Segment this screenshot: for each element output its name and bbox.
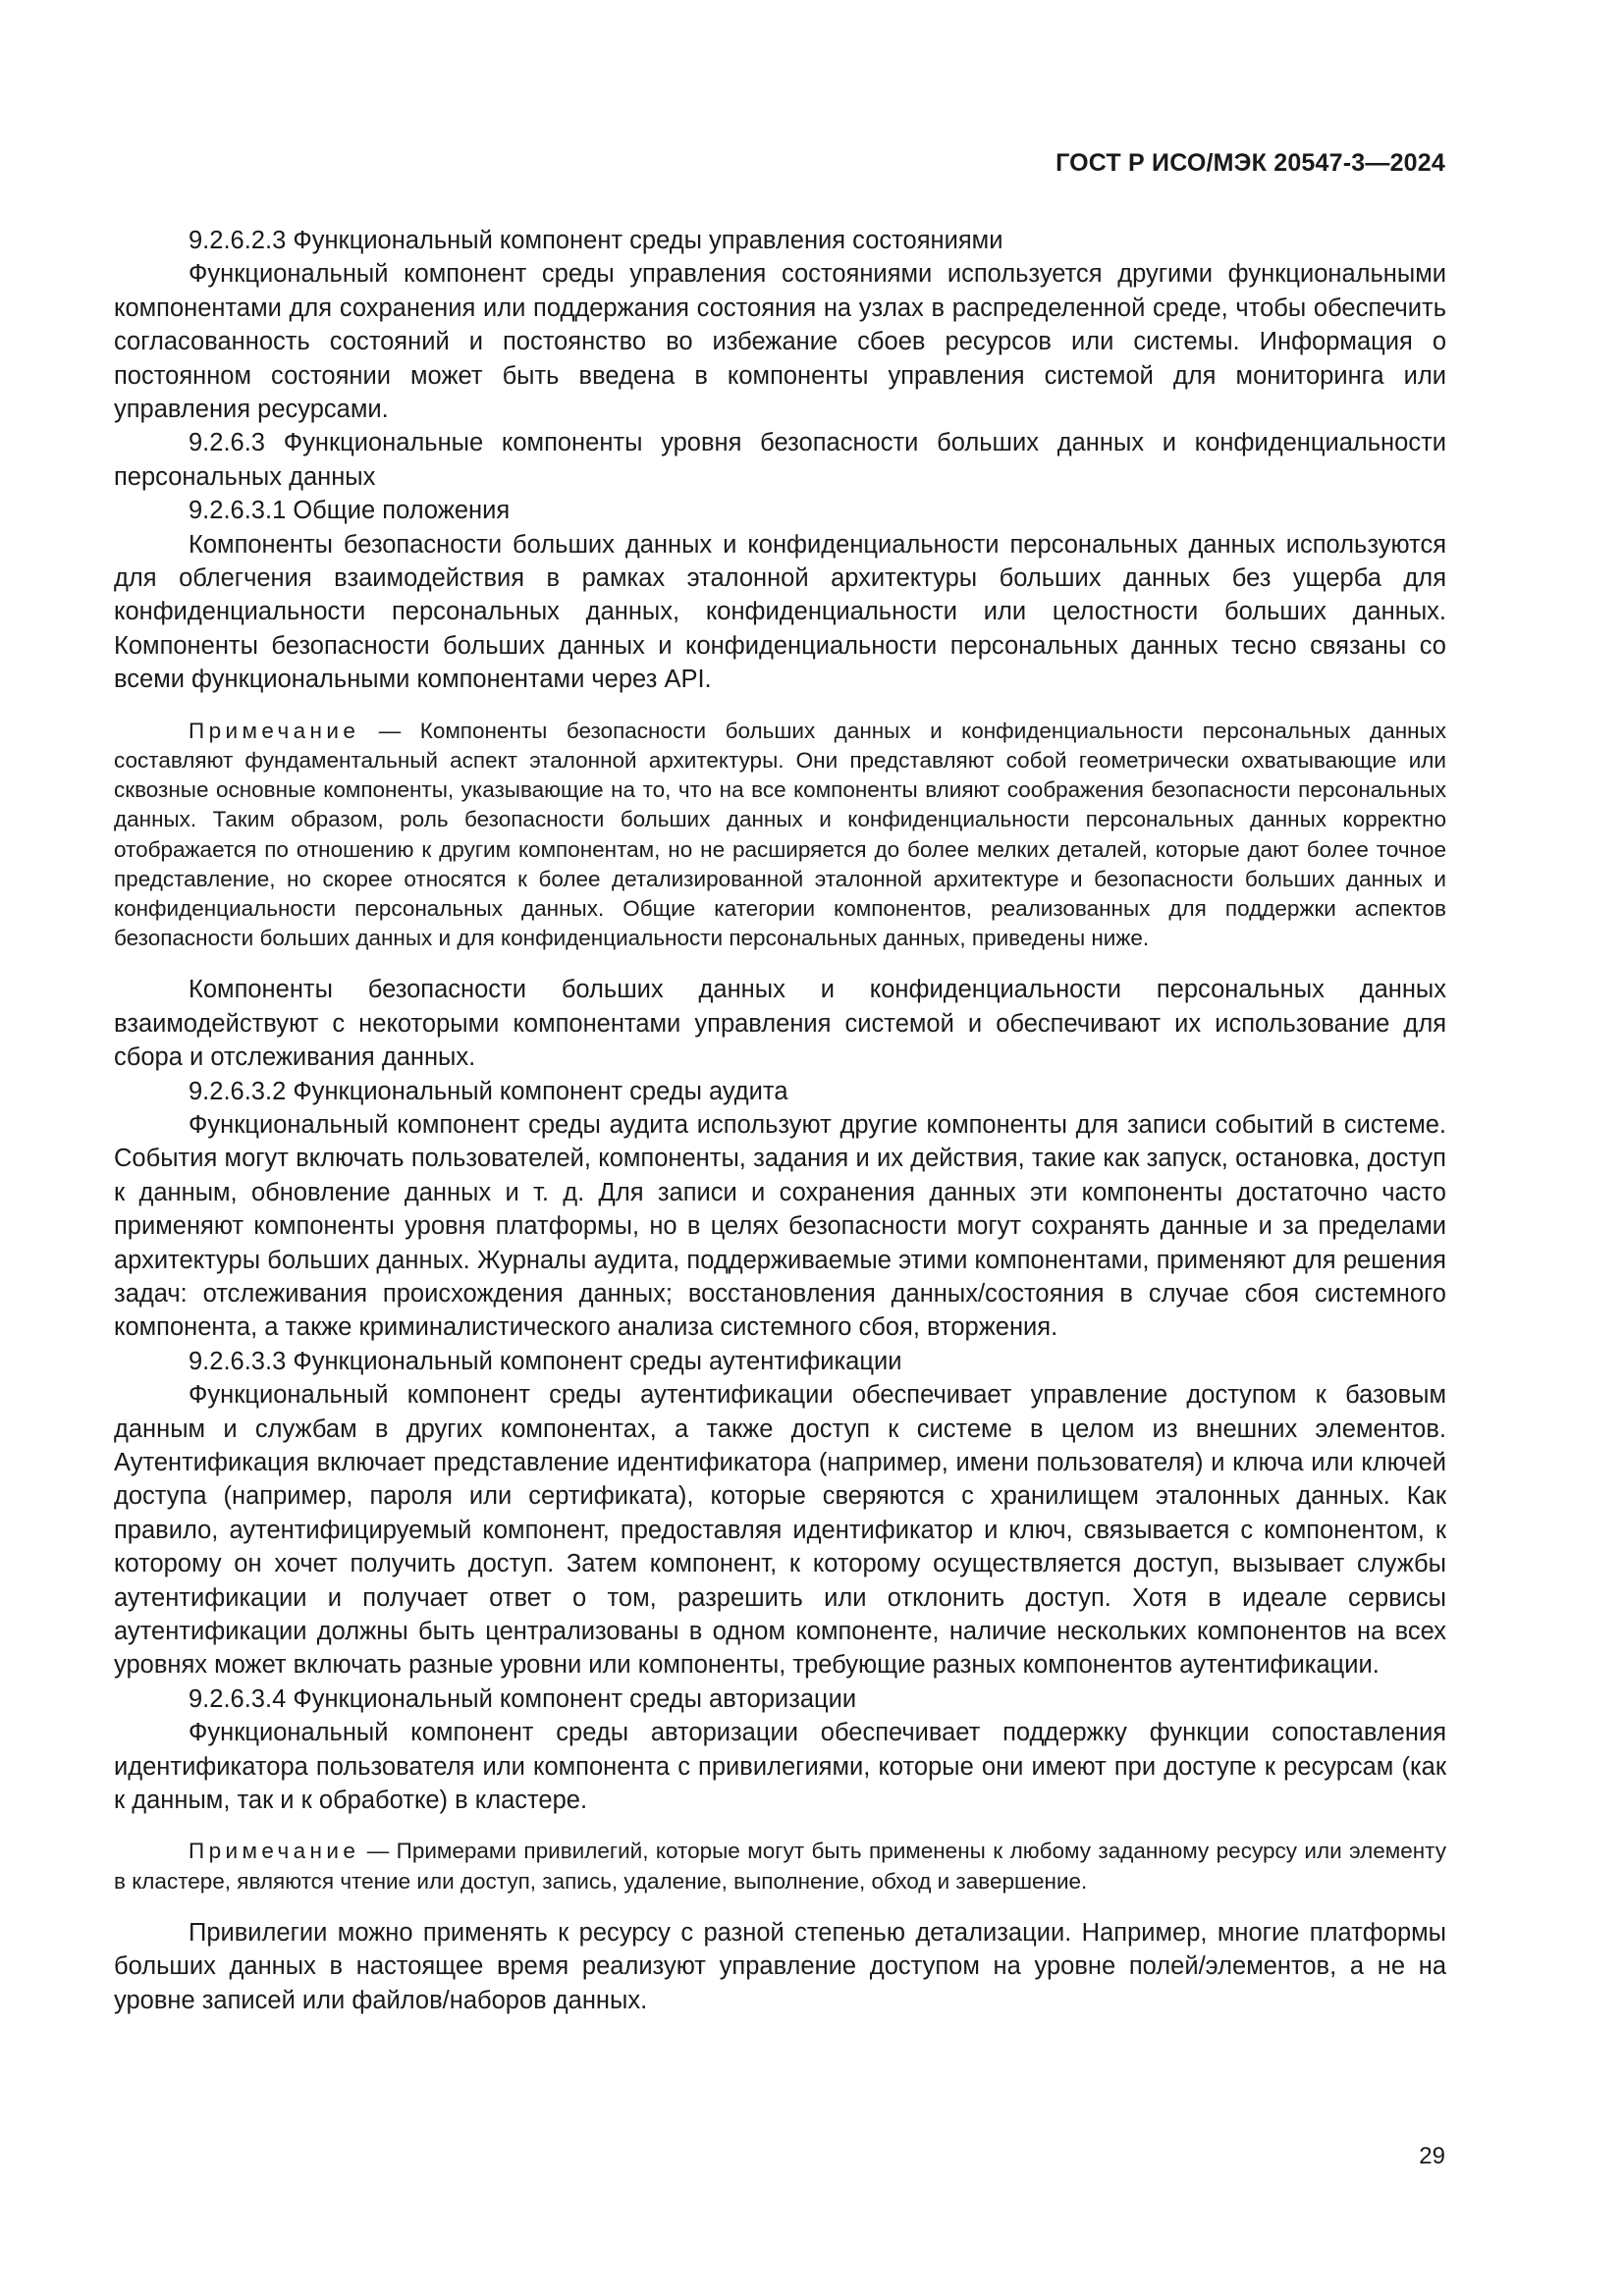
section-heading: 9.2.6.3.1 Общие положения (189, 497, 511, 525)
note-text (114, 1837, 1446, 1896)
paragraph: Функциональный компонент среды аудита используют другие компоненты для записи событий в системе. События могут включать пользователей, компоненты, задания и их действия, такие как запуск, остановка, доступ к данным, обновление данных и т. д. Для записи и сохранения данных эти компоненты достаточно часто применяют компоненты уровня платформы, но в целях безопасности могут сохранять данные и за пределами архитектуры больших данных. Журналы аудита, поддерживаемые этими компонентами, применяют для решения задач: отслеживания происхождения данных; восстановления данных/состояния в случае сбоя системного компонента, а также криминалистического анализа системного сбоя, вторжения. (114, 1110, 1446, 1342)
note (114, 1837, 1446, 1896)
document-designation: ГОСТ Р ИСО/МЭК 20547-3—2024 (1056, 149, 1445, 177)
paragraph: Компоненты безопасности больших данных и конфиденциальности персональных данных взаимодействуют с некоторыми компонентами управления системой и обеспечивают их использование для сбора и отслеживания данных. (114, 976, 1446, 1072)
section-heading: 9.2.6.3.4 Функциональный компонент среды авторизации (189, 1684, 857, 1713)
paragraph: Функциональный компонент среды управления состояниями используется другими функциональными компонентами для сохранения или поддержания состояния на узлах в распределенной среде, чтобы обеспечить согласованность состояний и постоянство во избежание сбоев ресурсов или системы. Информация о постоянном состоянии может быть введена в компоненты управления системой для мониторинга или управления ресурсами. (114, 260, 1446, 424)
paragraph: Привилегии можно применять к ресурсу с разной степенью детализации. Например, многие платформы больших данных в настоящее время реализуют управление доступом на уровне полей/элементов, а не на уровне записей или файлов/наборов данных. (114, 1918, 1446, 2014)
section-heading: 9.2.6.3.3 Функциональный компонент среды аутентификации (189, 1347, 902, 1375)
note-body: Компоненты безопасности больших данных и конфиденциальности персональных данных составляют фундаментальный аспект эталонной архитектуры. Они представляют собой геометрически охватывающие или сквозные основные компоненты, указывающие на то, что на все компоненты влияют соображения безопасности персональных данных. Таким образом, роль безопасности больших данных и конфиденциальности персональных данных корректно отображается по отношению к другим компонентам, но не расширяется до более мелких деталей, которые дают более точное представление, но скорее относятся к более детализированной эталонной архитектуре и безопасности больших данных и конфиденциальности персональных данных. Общие категории компонентов, реализованных для поддержки аспектов безопасности больших данных и для конфиденциальности персональных данных, приведены ниже. (114, 718, 1446, 951)
note (114, 717, 1446, 954)
note-dash: — (359, 718, 420, 743)
page-number: 29 (1419, 2143, 1445, 2169)
note-body: Примерами привилегий, которые могут быть применены к любому заданному ресурсу или элементу в кластере, являются чтение или доступ, запись, удаление, выполнение, обход и завершение. (114, 1839, 1446, 1894)
note-label: Примечание (189, 1839, 360, 1864)
paragraph: Функциональный компонент среды аутентификации обеспечивает управление доступом к базовым данным и службам в других компонентах, а также доступ к системе в целом из внешних элементов. Аутентификация включает представление идентификатора (например, имени пользователя) и ключа или ключей доступа (например, пароля или сертификата), которые сверяются с хранилищем эталонных данных. Как правило, аутентифицируемый компонент, предоставляя идентификатор и ключ, связывается с компонентом, к которому он хочет получить доступ. Затем компонент, к которому осуществляется доступ, вызывает службы аутентификации и получает ответ о том, разрешить или отклонить доступ. Хотя в идеале сервисы аутентификации должны быть централизованы в одном компоненте, наличие нескольких компонентов на всех уровнях может включать разные уровни или компоненты, требующие разных компонентов аутентификации. (114, 1381, 1446, 1680)
section-heading: 9.2.6.3.2 Функциональный компонент среды аудита (189, 1077, 788, 1105)
note-dash: — (359, 1839, 397, 1864)
paragraph: Функциональный компонент среды авторизации обеспечивает поддержку функции сопоставления идентификатора пользователя или компонента с привилегиями, которые они имеют при доступе к ресурсам (как к данным, так и к обработке) в кластере. (114, 1719, 1446, 1815)
note-label: Примечание (189, 718, 360, 743)
section-heading: 9.2.6.3 Функциональные компоненты уровня безопасности больших данных и конфиденциальности персональных данных (114, 429, 1446, 491)
paragraph: Компоненты безопасности больших данных и конфиденциальности персональных данных используются для облегчения взаимодействия в рамках эталонной архитектуры больших данных без ущерба для конфиденциальности персональных данных, конфиденциальности или целостности больших данных. Компоненты безопасности больших данных и конфиденциальности персональных данных тесно связаны со всеми функциональными компонентами через API. (114, 530, 1446, 694)
page-body (114, 224, 1446, 2017)
section-heading: 9.2.6.2.3 Функциональный компонент среды управления состояниями (189, 227, 1003, 254)
note-text (114, 717, 1446, 954)
